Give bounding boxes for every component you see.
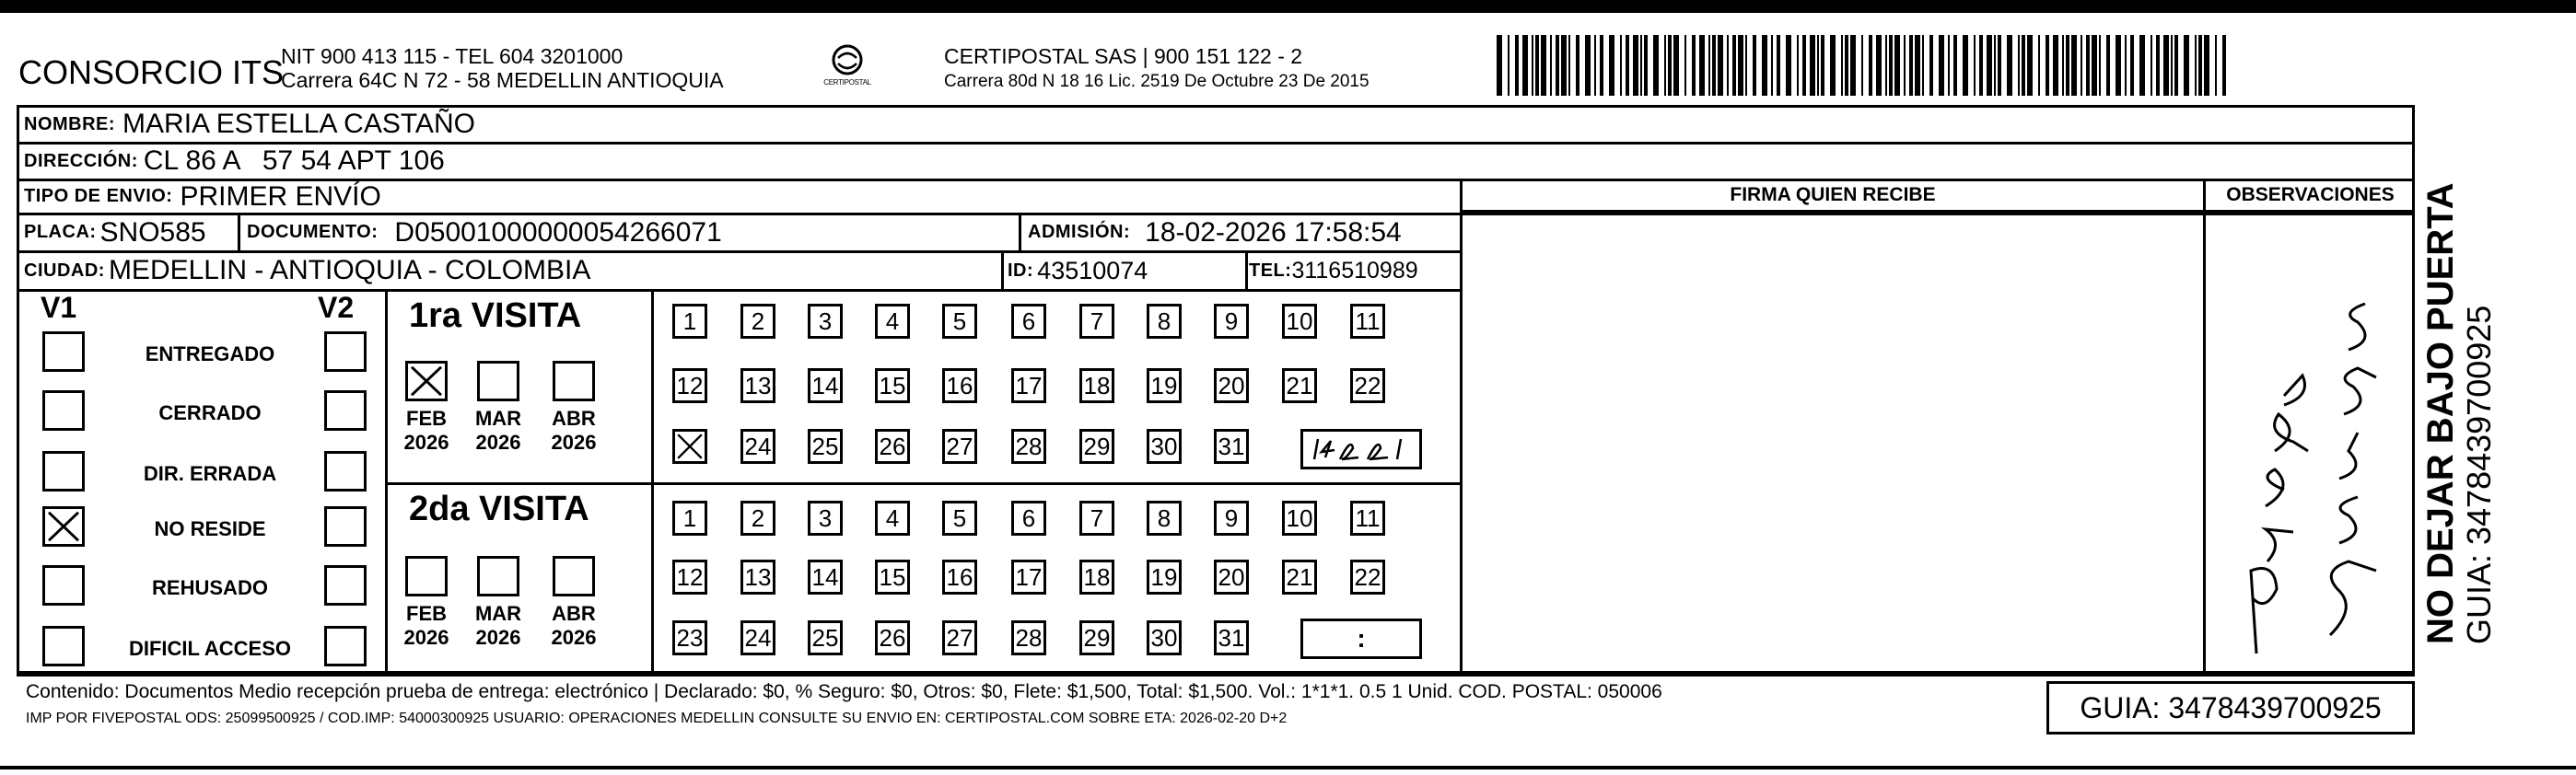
barcode-bar: [2198, 35, 2202, 96]
day-box[interactable]: 27: [942, 429, 977, 464]
ciudad-value: MEDELLIN - ANTIOQUIA - COLOMBIA: [108, 255, 591, 285]
postal-info-1: CERTIPOSTAL SAS | 900 151 122 - 2: [944, 44, 1303, 68]
barcode-bar: [1508, 35, 1509, 96]
barcode-bar: [2066, 35, 2069, 96]
status-visit-divider: [385, 289, 388, 674]
month-year: 2026: [475, 431, 521, 454]
id-tel-divider: [1245, 250, 1248, 289]
barcode-bar: [1771, 35, 1773, 96]
barcode-bar: [1894, 35, 1900, 96]
day-box[interactable]: 22: [1350, 560, 1385, 595]
barcode-bar: [1762, 35, 1767, 96]
status-v2-checkbox[interactable]: [324, 331, 367, 372]
barcode-bar: [1830, 35, 1836, 96]
barcode-bar: [1664, 35, 1666, 96]
direccion-row: [24, 144, 445, 179]
tipo-row: [24, 180, 381, 213]
month-checkbox[interactable]: [477, 556, 519, 596]
nombre-label: NOMBRE:: [24, 113, 116, 134]
admision-label: ADMISIÓN:: [1028, 222, 1131, 242]
barcode-bar: [2222, 35, 2226, 96]
barcode-bar: [2027, 35, 2033, 96]
id-label: ID:: [1008, 260, 1034, 281]
barcode-bar: [1922, 35, 1924, 96]
status-label: DIFICIL ACCESO: [128, 637, 291, 660]
day-box[interactable]: 1: [672, 501, 707, 536]
certipostal-logo: [810, 41, 884, 97]
status-v2-checkbox[interactable]: [324, 390, 367, 431]
barcode-bar: [1585, 35, 1591, 96]
month-year: 2026: [475, 626, 521, 649]
barcode-bar: [1561, 35, 1567, 96]
barcode-bar: [2151, 35, 2152, 96]
month-checkbox[interactable]: [553, 556, 595, 596]
day-box[interactable]: 29: [1079, 429, 1114, 464]
barcode-bar: [1609, 35, 1614, 96]
day-box[interactable]: 11: [1350, 304, 1385, 339]
barcode-bar: [2022, 35, 2025, 96]
day-box[interactable]: 30: [1147, 620, 1182, 655]
ciudad-id-divider: [1001, 250, 1004, 289]
barcode-bar: [1841, 35, 1843, 96]
day-box[interactable]: 12: [672, 560, 707, 595]
barcode-bar: [1718, 35, 1723, 96]
barcode-bar: [2139, 35, 2145, 96]
footer-top-line: [17, 674, 2415, 677]
day-box[interactable]: 11: [1350, 501, 1385, 536]
barcode-bar: [1668, 35, 1672, 96]
barcode-bar: [1869, 35, 1872, 96]
tel-value: 3116510989: [1291, 257, 1418, 283]
visita1-title: 1ra VISITA: [409, 296, 582, 335]
barcode-bar: [1850, 35, 1856, 96]
barcode-bar: [1594, 35, 1596, 96]
row-line-5: [17, 289, 1461, 292]
barcode-bar: [1684, 35, 1686, 96]
barcode-bar: [1817, 35, 1819, 96]
day-box[interactable]: 23: [672, 620, 707, 655]
barcode-bar: [1699, 35, 1705, 96]
status-v1-checkbox[interactable]: [42, 390, 85, 431]
day-box[interactable]: 4: [875, 304, 910, 339]
barcode-bar: [1998, 35, 2001, 96]
placa-value: SNO585: [99, 216, 206, 248]
barcode-bar: [2007, 35, 2012, 96]
status-label: NO RESIDE: [154, 517, 266, 540]
barcode-bar: [1522, 35, 1528, 96]
day-box[interactable]: 16: [942, 560, 977, 595]
day-box[interactable]: 27: [942, 620, 977, 655]
status-v1-checkbox[interactable]: [42, 451, 85, 492]
direccion-label: DIRECCIÓN:: [24, 150, 138, 171]
barcode-bar: [1568, 35, 1570, 96]
barcode-bar: [1802, 35, 1806, 96]
day-box[interactable]: 28: [1011, 429, 1046, 464]
tipo-label: TIPO DE ENVIO:: [24, 186, 173, 206]
visit-month-day-divider: [651, 289, 654, 674]
day-box[interactable]: 14: [808, 560, 843, 595]
day-box[interactable]: 25: [808, 620, 843, 655]
status-v2-checkbox[interactable]: [324, 626, 367, 666]
placa-label: PLACA:: [24, 222, 97, 242]
day-box[interactable]: 19: [1147, 560, 1182, 595]
day-box[interactable]: 31: [1214, 429, 1249, 464]
barcode-bar: [1626, 35, 1629, 96]
v1-header: V1: [41, 291, 77, 324]
day-box[interactable]: 21: [1282, 368, 1317, 403]
tel-label: TEL:: [1249, 260, 1292, 281]
side-guia: GUIA: 3478439700925: [2460, 305, 2498, 644]
barcode-bar: [2092, 35, 2097, 96]
footer-line-2: IMP POR FIVEPOSTAL ODS: 25099500925 / COD.IMP: 54000300925 USUARIO: OPERACIONES MEDELLIN CONSULTE SU ENVIO EN: CERTIPOSTAL.COM SOBRE ETA: 2026-02-20 D+2: [26, 711, 1288, 726]
obs-left-line: [2203, 179, 2206, 674]
day-box[interactable]: [672, 429, 707, 464]
barcode-bar: [2046, 35, 2049, 96]
documento-field: [247, 214, 722, 250]
month-checkbox[interactable]: [553, 361, 595, 401]
barcode-bar: [1532, 35, 1533, 96]
barcode-bar: [1673, 35, 1679, 96]
barcode-bar: [2086, 35, 2090, 96]
barcode-bar: [1497, 35, 1502, 96]
barcode-bar: [2171, 35, 2173, 96]
visita2-time-box[interactable]: [1300, 619, 1422, 659]
nombre-value: MARIA ESTELLA CASTAÑO: [122, 109, 475, 139]
barcode-bar: [1810, 35, 1815, 96]
doc-admision-divider: [1019, 213, 1021, 250]
placa-doc-divider: [238, 213, 240, 250]
barcode-bar: [1541, 35, 1546, 96]
day-box[interactable]: 3: [808, 304, 843, 339]
logo-caption: CERTIPOSTAL: [823, 78, 871, 87]
postal-info-2: Carrera 80d N 18 16 Lic. 2519 De Octubre 23 De 2015: [944, 72, 1370, 91]
day-box[interactable]: 2: [740, 501, 775, 536]
side-warning: NO DEJAR BAJO PUERTA: [2420, 182, 2461, 644]
day-box[interactable]: 25: [808, 429, 843, 464]
barcode-bar: [2038, 35, 2040, 96]
id-field: [1008, 252, 1148, 289]
day-box[interactable]: 31: [1214, 620, 1249, 655]
barcode: [1497, 35, 2229, 96]
barcode-bar: [1915, 35, 1920, 96]
status-v1-checkbox[interactable]: [42, 565, 85, 606]
tipo-value: PRIMER ENVÍO: [180, 180, 381, 212]
placa-field: [24, 214, 206, 250]
month-year: 2026: [403, 626, 449, 649]
day-box[interactable]: 16: [942, 368, 977, 403]
status-v2-checkbox[interactable]: [324, 506, 367, 547]
barcode-bar: [1974, 35, 1976, 96]
day-box[interactable]: 24: [740, 620, 775, 655]
barcode-bar: [1732, 35, 1736, 96]
barcode-bar: [2081, 35, 2082, 96]
barcode-bar: [1556, 35, 1559, 96]
status-v2-checkbox[interactable]: [324, 565, 367, 606]
barcode-bar: [2018, 35, 2020, 96]
barcode-bar: [1885, 35, 1887, 96]
day-box[interactable]: 3: [808, 501, 843, 536]
day-box[interactable]: 8: [1147, 304, 1182, 339]
barcode-bar: [1644, 35, 1648, 96]
id-value: 43510074: [1037, 256, 1148, 284]
month-year: 2026: [403, 431, 449, 454]
barcode-bar: [1640, 35, 1642, 96]
barcode-bar: [2106, 35, 2110, 96]
visita2-time-placeholder: :: [1357, 624, 1366, 653]
visit-split-line: [385, 482, 1461, 485]
day-box[interactable]: 29: [1079, 620, 1114, 655]
barcode-bar: [1653, 35, 1659, 96]
month-label: MAR: [474, 602, 522, 625]
status-label: REHUSADO: [152, 576, 268, 599]
company-info-1: NIT 900 413 115 - TEL 604 3201000: [281, 44, 624, 68]
tel-field: [1249, 252, 1418, 289]
month-label: MAR: [474, 407, 522, 430]
ciudad-field: [24, 252, 590, 289]
direccion-value: CL 86 A 57 54 APT 106: [143, 145, 445, 176]
day-box[interactable]: 6: [1011, 501, 1046, 536]
barcode-bar: [2156, 35, 2160, 96]
barcode-bar: [1953, 35, 1957, 96]
footer-guia: GUIA: 3478439700925: [2080, 691, 2382, 724]
signature-header-line: [1461, 210, 2415, 213]
day-box[interactable]: 22: [1350, 368, 1385, 403]
visita1-time-box[interactable]: [1300, 429, 1422, 469]
ciudad-label: CIUDAD:: [24, 260, 105, 281]
observaciones-label: OBSERVACIONES: [2226, 184, 2395, 205]
day-box[interactable]: 18: [1079, 560, 1114, 595]
day-box[interactable]: 4: [875, 501, 910, 536]
barcode-bar: [2163, 35, 2169, 96]
barcode-bar: [2071, 35, 2077, 96]
barcode-bar: [2062, 35, 2064, 96]
day-box[interactable]: 26: [875, 620, 910, 655]
month-checkbox[interactable]: [477, 361, 519, 401]
day-box[interactable]: 1: [672, 304, 707, 339]
barcode-bar: [1738, 35, 1743, 96]
barcode-bar: [1692, 35, 1696, 96]
barcode-bar: [1797, 35, 1799, 96]
barcode-bar: [1600, 35, 1603, 96]
barcode-bar: [1535, 35, 1539, 96]
day-box[interactable]: 8: [1147, 501, 1182, 536]
barcode-bar: [1786, 35, 1791, 96]
status-v1-checkbox[interactable]: [42, 331, 85, 372]
barcode-bar: [2204, 35, 2209, 96]
barcode-bar: [1861, 35, 1863, 96]
barcode-bar: [1727, 35, 1729, 96]
status-label: ENTREGADO: [145, 342, 275, 365]
barcode-bar: [1550, 35, 1552, 96]
month-label: FEB: [406, 407, 447, 430]
barcode-bar: [1620, 35, 1622, 96]
day-box[interactable]: 20: [1214, 368, 1249, 403]
day-box[interactable]: 13: [740, 560, 775, 595]
barcode-bar: [1904, 35, 1906, 96]
barcode-bar: [1948, 35, 1950, 96]
admision-field: [1028, 214, 1402, 250]
company-info-2: Carrera 64C N 72 - 58 MEDELLIN ANTIOQUIA: [281, 68, 724, 92]
barcode-bar: [1753, 35, 1756, 96]
day-box[interactable]: 10: [1282, 304, 1317, 339]
nombre-row: [24, 107, 475, 142]
day-box[interactable]: 15: [875, 368, 910, 403]
status-label: CERRADO: [158, 401, 262, 424]
company-name: CONSORCIO ITS: [18, 53, 285, 91]
barcode-bar: [1876, 35, 1882, 96]
barcode-bar: [1994, 35, 1996, 96]
admision-value: 18-02-2026 17:58:54: [1145, 216, 1402, 248]
month-year: 2026: [551, 431, 597, 454]
barcode-bar: [1979, 35, 1983, 96]
month-year: 2026: [551, 626, 597, 649]
documento-label: DOCUMENTO:: [247, 222, 379, 242]
day-box[interactable]: 7: [1079, 501, 1114, 536]
barcode-bar: [2174, 35, 2178, 96]
day-box[interactable]: 9: [1214, 304, 1249, 339]
day-box[interactable]: 2: [740, 304, 775, 339]
barcode-bar: [1745, 35, 1747, 96]
barcode-bar: [1633, 35, 1638, 96]
month-checkbox[interactable]: [405, 556, 448, 596]
firma-left-line: [1460, 179, 1463, 674]
day-box[interactable]: 15: [875, 560, 910, 595]
status-v1-checkbox[interactable]: [42, 626, 85, 666]
day-box[interactable]: 30: [1147, 429, 1182, 464]
top-edge-line: [0, 0, 2576, 13]
day-box[interactable]: 26: [875, 429, 910, 464]
visita2-title: 2da VISITA: [409, 490, 589, 528]
day-box[interactable]: 20: [1214, 560, 1249, 595]
visita1-time-handwriting: [1303, 432, 1419, 467]
barcode-bar: [2116, 35, 2121, 96]
month-label: FEB: [406, 602, 447, 625]
barcode-bar: [1987, 35, 1992, 96]
day-box[interactable]: 19: [1147, 368, 1182, 403]
barcode-bar: [2125, 35, 2127, 96]
barcode-bar: [2053, 35, 2058, 96]
day-box[interactable]: 9: [1214, 501, 1249, 536]
barcode-bar: [2215, 35, 2217, 96]
month-label: ABR: [552, 407, 596, 430]
barcode-bar: [1845, 35, 1848, 96]
barcode-bar: [2130, 35, 2134, 96]
month-label: ABR: [552, 602, 596, 625]
day-box[interactable]: 17: [1011, 368, 1046, 403]
day-box[interactable]: 6: [1011, 304, 1046, 339]
observaciones-handwriting: [2220, 295, 2404, 663]
barcode-bar: [1939, 35, 1944, 96]
barcode-bar: [2195, 35, 2197, 96]
day-box[interactable]: 14: [808, 368, 843, 403]
day-box[interactable]: 21: [1282, 560, 1317, 595]
barcode-bar: [1963, 35, 1968, 96]
v2-header: V2: [318, 291, 355, 324]
firma-label: FIRMA QUIEN RECIBE: [1730, 184, 1936, 205]
barcode-bar: [2099, 35, 2101, 96]
day-box[interactable]: 24: [740, 429, 775, 464]
day-box[interactable]: 17: [1011, 560, 1046, 595]
barcode-bar: [2184, 35, 2189, 96]
month-checkbox[interactable]: [405, 361, 448, 401]
barcode-bar: [1515, 35, 1519, 96]
barcode-bar: [1576, 35, 1579, 96]
status-label: DIR. ERRADA: [143, 462, 277, 485]
status-v2-checkbox[interactable]: [324, 451, 367, 492]
day-box[interactable]: 28: [1011, 620, 1046, 655]
barcode-bar: [1821, 35, 1824, 96]
barcode-bar: [1929, 35, 1933, 96]
day-box[interactable]: 5: [942, 304, 977, 339]
documento-value: D05001000000054266071: [394, 216, 722, 248]
status-v1-checkbox[interactable]: [42, 506, 85, 547]
day-box[interactable]: 7: [1079, 304, 1114, 339]
footer-line-1: Contenido: Documentos Medio recepción prueba de entrega: electrónico | Declarado: $0, % Seguro: $0, Otros: $0, Flete: $1,500, Total: $1,500. Vol.: 1*1*1. 0.5 1 Unid. COD. POSTAL: 050006: [26, 681, 1662, 702]
barcode-bar: [1712, 35, 1716, 96]
barcode-bar: [1909, 35, 1913, 96]
day-box[interactable]: 5: [942, 501, 977, 536]
barcode-bar: [1777, 35, 1780, 96]
barcode-bar: [1708, 35, 1710, 96]
bottom-edge-line-2: [0, 766, 2576, 769]
barcode-bar: [1889, 35, 1893, 96]
day-box[interactable]: 12: [672, 368, 707, 403]
day-box[interactable]: 13: [740, 368, 775, 403]
day-box[interactable]: 10: [1282, 501, 1317, 536]
side-text: [2420, 182, 2498, 644]
day-box[interactable]: 18: [1079, 368, 1114, 403]
